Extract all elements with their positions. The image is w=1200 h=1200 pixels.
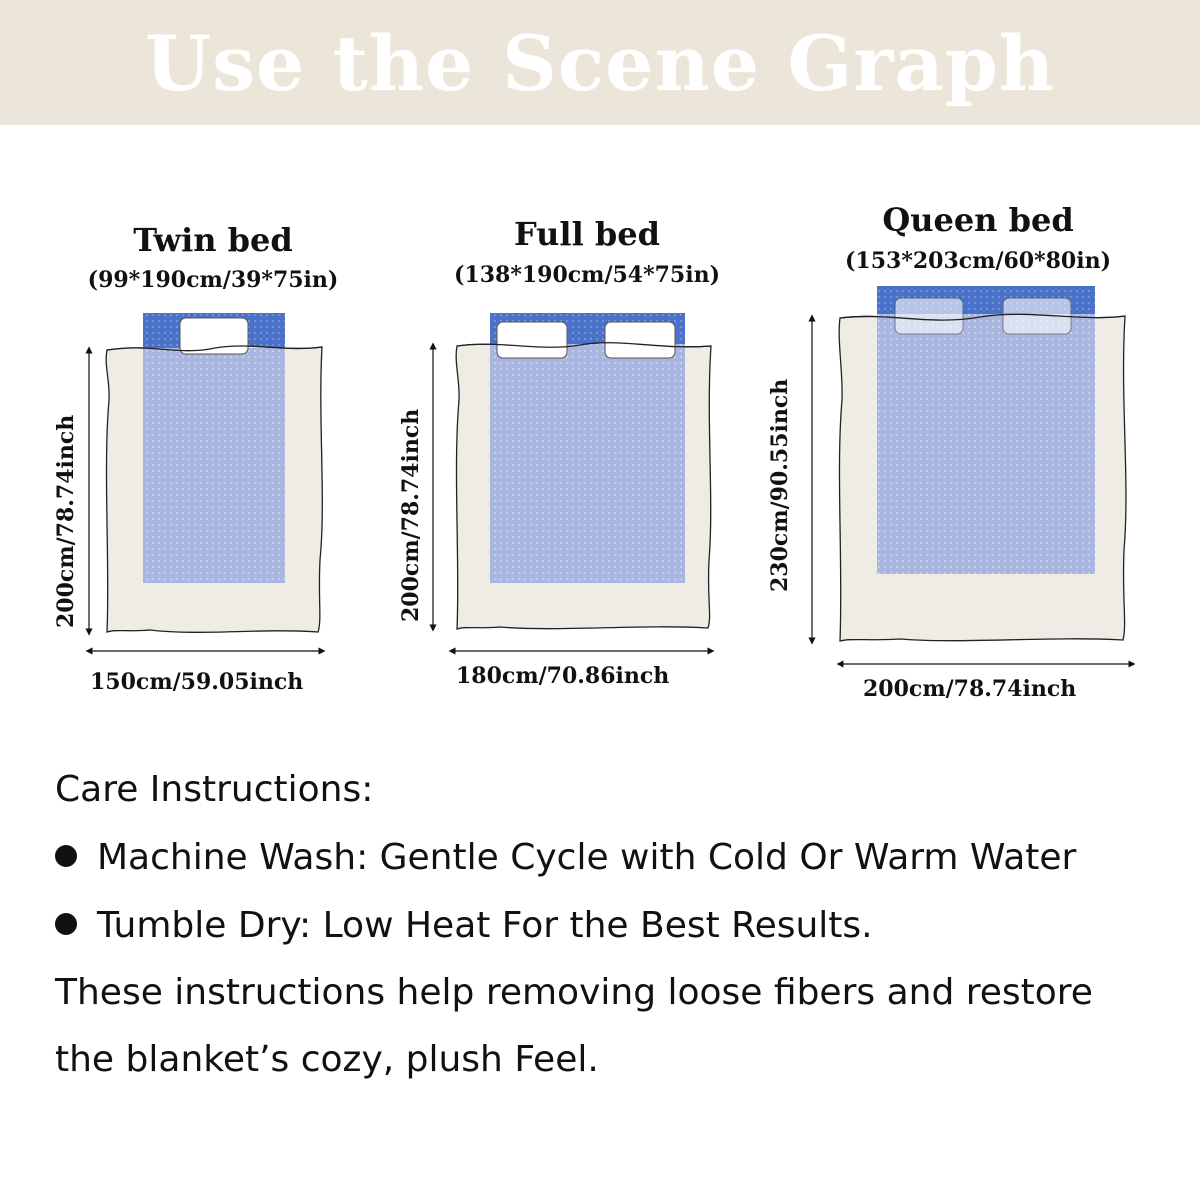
care-note-line2: the blanket’s cozy, plush Feel. <box>55 1039 599 1080</box>
care-heading: Care Instructions: <box>55 769 374 810</box>
care-item-wash <box>55 835 1155 881</box>
full-bed-size: (138*190cm/54*75in) <box>454 262 720 288</box>
full-sheet <box>490 344 685 583</box>
full-width-label: 180cm/70.86inch <box>456 663 670 689</box>
twin-length-label: 200cm/78.74inch <box>53 414 79 628</box>
full-pillow-right <box>605 322 675 358</box>
queen-width-label: 200cm/78.74inch <box>863 676 1077 702</box>
queen-bed-size: (153*203cm/60*80in) <box>845 248 1111 274</box>
queen-sheet <box>877 314 1095 574</box>
care-item-dry <box>55 903 1155 949</box>
queen-pillow-left <box>895 298 963 334</box>
twin-bed-title: Twin bed <box>133 221 293 259</box>
full-bed-drawing <box>433 313 711 651</box>
queen-bed-drawing <box>812 286 1132 664</box>
full-length-label: 200cm/78.74inch <box>398 408 424 622</box>
care-note-line1: These instructions help removing loose fibers and restore <box>55 972 1093 1013</box>
twin-bed-drawing <box>89 313 322 651</box>
queen-bed-title: Queen bed <box>882 201 1074 239</box>
bullet-icon <box>55 913 77 935</box>
page-title: Use the Scene Graph <box>144 19 1056 108</box>
care-item-wash-text: Machine Wash: Gentle Cycle with Cold Or Warm Water <box>97 837 1077 878</box>
twin-sheet <box>143 348 285 583</box>
full-bed-title: Full bed <box>514 215 660 253</box>
care-item-dry-text: Tumble Dry: Low Heat For the Best Results. <box>97 905 873 946</box>
bullet-icon <box>55 845 77 867</box>
twin-width-label: 150cm/59.05inch <box>90 669 304 695</box>
full-pillow-left <box>497 322 567 358</box>
twin-bed-size: (99*190cm/39*75in) <box>87 267 339 293</box>
queen-length-label: 230cm/90.55inch <box>767 378 793 592</box>
